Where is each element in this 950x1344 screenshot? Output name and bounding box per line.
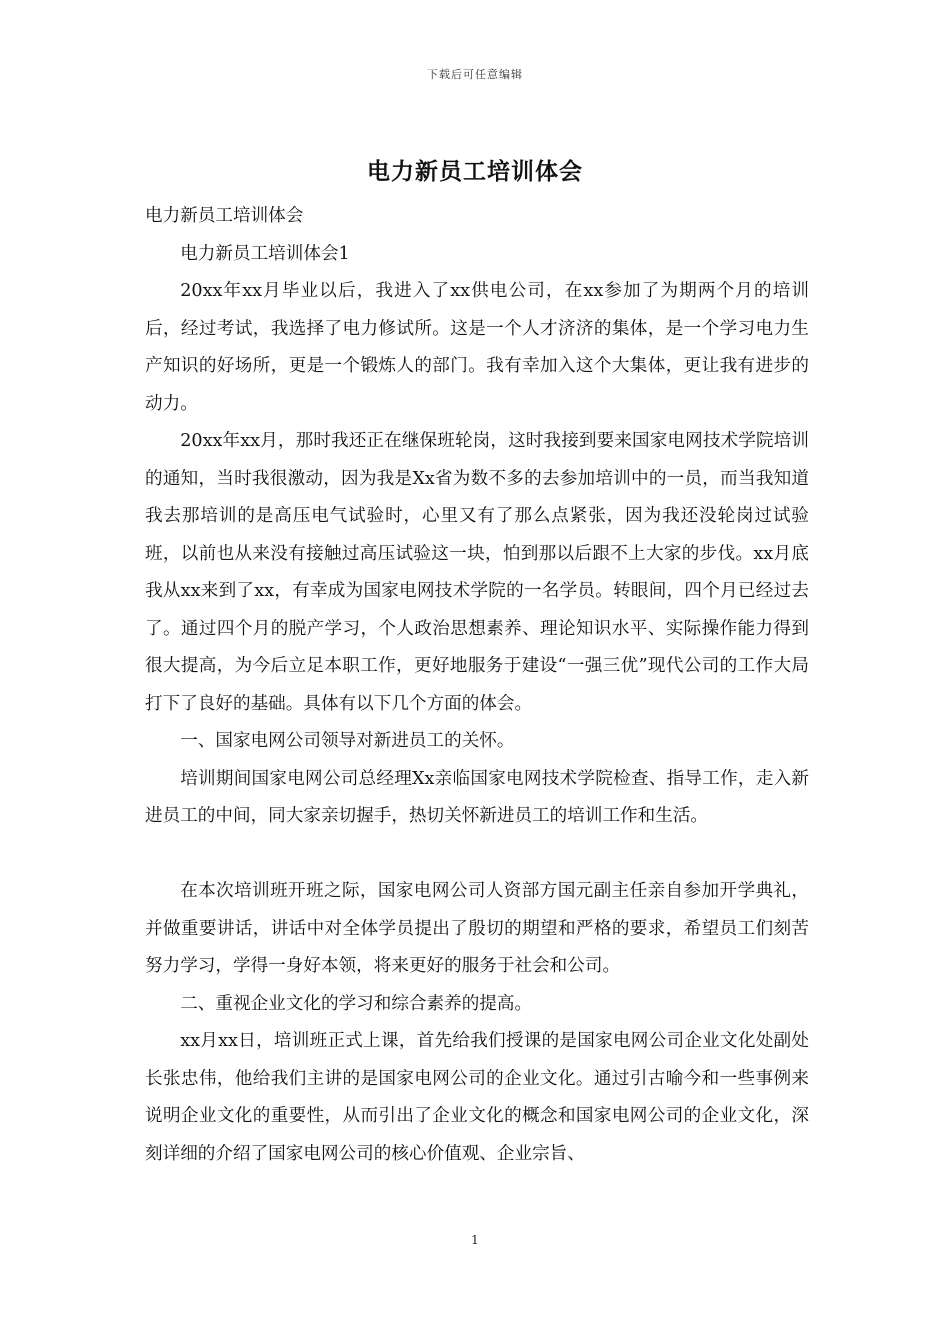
body-paragraph: 在本次培训班开班之际，国家电网公司人资部方国元副主任亲自参加开学典礼，并做重要讲话，讲话中对全体学员提出了殷切的期望和严格的要求，希望员工们刻苦努力学习，学得一身好本领，将来更好的服务于社会和公司。 [145,881,809,976]
page-number: 1 [471,1233,479,1247]
body-paragraph: 培训期间国家电网公司总经理Xx亲临国家电网技术学院检查、指导工作，走入新进员工的中间，同大家亲切握手，热切关怀新进员工的培训工作和生活。 [145,768,809,826]
page-header-note: 下载后可任意编辑 [427,68,523,81]
section-heading: 电力新员工培训体会1 [180,243,350,264]
body-paragraph: 20xx年xx月毕业以后，我进入了xx供电公司，在xx参加了为期两个月的培训后，经过考试，我选择了电力修试所。这是一个人才济济的集体，是一个学习电力生产知识的好场所，更是一个锻炼人的部门。我有幸加入这个大集体，更让我有进步的动力。 [145,281,809,414]
paragraph-spacer [145,836,809,874]
body-paragraph: 20xx年xx月，那时我还正在继保班轮岗，这时我接到要来国家电网技术学院培训的通知，当时我很激动，因为我是Xx省为数不多的去参加培训中的一员，而当我知道我去那培训的是高压电气试验时，心里又有了那么点紧张，因为我还没轮岗过试验班，以前也从来没有接触过高压试验这一块，怕到那以后跟不上大家的步伐。xx月底我从xx来到了xx，有幸成为国家电网技术学院的一名学员。转眼间，四个月已经过去了。通过四个月的脱产学习，个人政治思想素养、理论知识水平、实际操作能力得到很大提高，为今后立足本职工作，更好地服务于建设“一强三优”现代公司的工作大局打下了良好的基础。具体有以下几个方面的体会。 [145,431,809,714]
body-paragraph: xx月xx日，培训班正式上课，首先给我们授课的是国家电网公司企业文化处副处长张忠伟，他给我们主讲的是国家电网公司的企业文化。通过引古喻今和一些事例来说明企业文化的重要性，从而引出了企业文化的概念和国家电网公司的企业文化，深刻详细的介绍了国家电网公司的核心价值观、企业宗旨、 [145,1031,809,1164]
subsection-heading: 一、国家电网公司领导对新进员工的关怀。 [180,731,515,751]
document-body [145,198,809,1173]
subsection-heading: 二、重视企业文化的学习和综合素养的提高。 [180,993,533,1014]
document-subtitle: 电力新员工培训体会 [145,206,304,226]
document-title: 电力新员工培训体会 [367,158,583,185]
